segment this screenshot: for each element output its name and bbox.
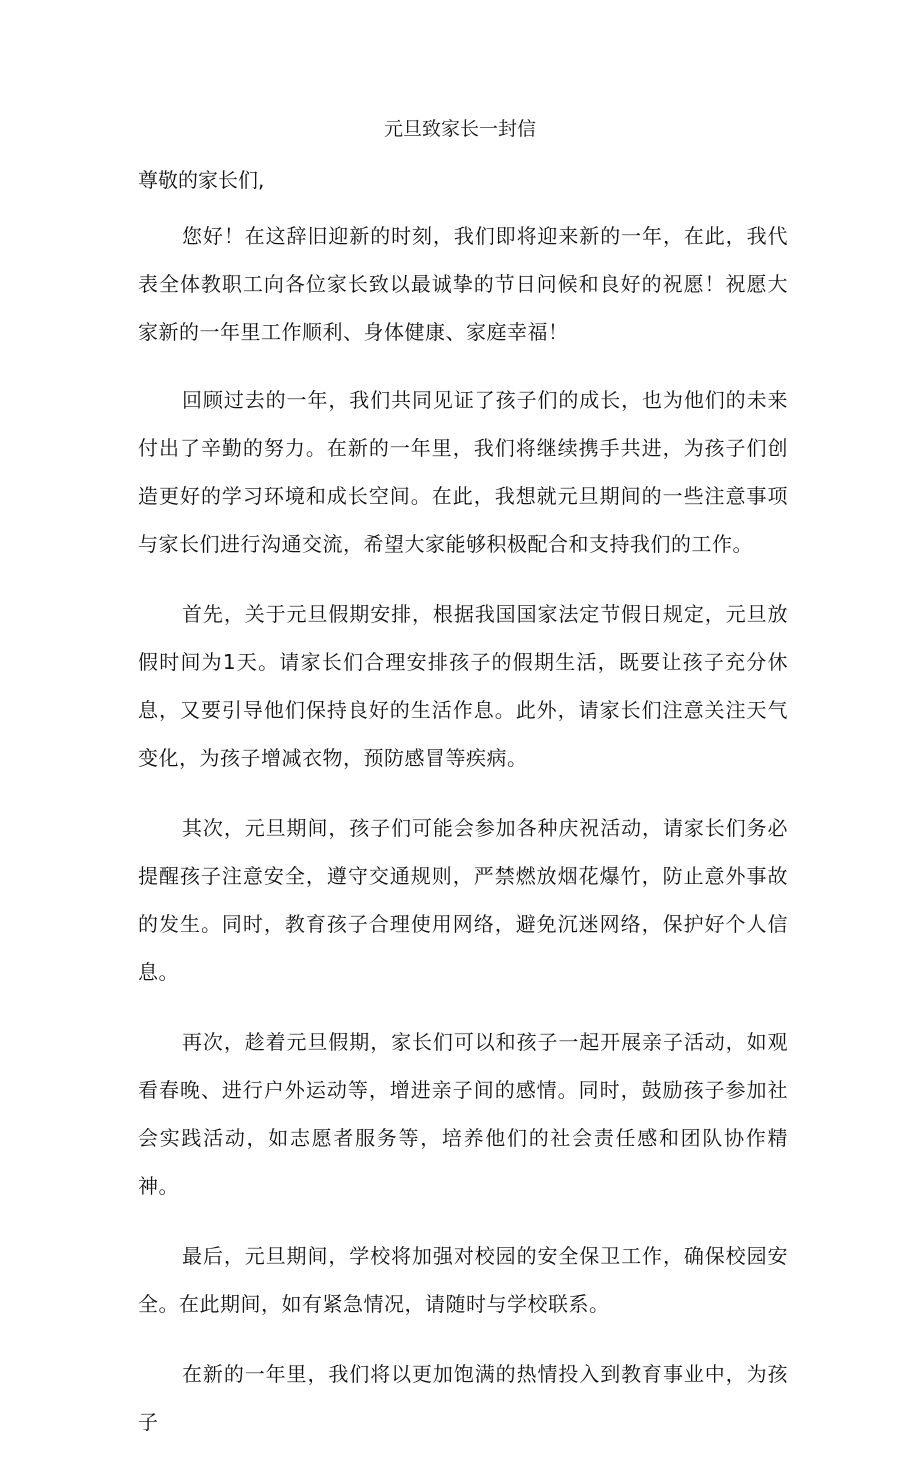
salutation: 尊敬的家长们, — [138, 168, 265, 192]
paragraph-holiday-arrangement: 首先，关于元旦假期安排，根据我国国家法定节假日规定，元旦放假时间为1天。请家长们合理安排孩子的假期生活，既要让孩子充分休息，又要引导他们保持良好的生活作息。此外，请家长们注意关注天气变化，为孩子增减衣物，预防感冒等疾病。 — [138, 602, 788, 770]
paragraph-family-activities: 再次，趁着元旦假期，家长们可以和孩子一起开展亲子活动，如观看春晚、进行户外运动等，增进亲子间的感情。同时，鼓励孩子参加社会实践活动，如志愿者服务等，培养他们的社会责任感和团队协作精神。 — [138, 1030, 788, 1198]
paragraph-school-security: 最后，元旦期间，学校将加强对校园的安全保卫工作，确保校园安全。在此期间，如有紧急情况，请随时与学校联系。 — [138, 1244, 788, 1316]
paragraph-safety: 其次，元旦期间，孩子们可能会参加各种庆祝活动，请家长们务必提醒孩子注意安全，遵守交通规则，严禁燃放烟花爆竹，防止意外事故的发生。同时，教育孩子合理使用网络，避免沉迷网络，保护好个人信息。 — [138, 816, 788, 984]
document-title: 元旦致家长一封信 — [383, 118, 536, 140]
paragraph-greeting: 您好！在这辞旧迎新的时刻，我们即将迎来新的一年，在此，我代表全体教职工向各位家长致以最诚挚的节日问候和良好的祝愿！祝愿大家新的一年里工作顺利、身体健康、家庭幸福！ — [138, 224, 788, 344]
paragraph-review: 回顾过去的一年，我们共同见证了孩子们的成长，也为他们的未来付出了辛勤的努力。在新的一年里，我们将继续携手共进，为孩子们创造更好的学习环境和成长空间。在此，我想就元旦期间的一些注意事项与家长们进行沟通交流，希望大家能够积极配合和支持我们的工作。 — [138, 388, 788, 556]
letter-body — [138, 212, 788, 1468]
paragraph-closing: 在新的一年里，我们将以更加饱满的热情投入到教育事业中，为孩子 — [138, 1362, 788, 1434]
